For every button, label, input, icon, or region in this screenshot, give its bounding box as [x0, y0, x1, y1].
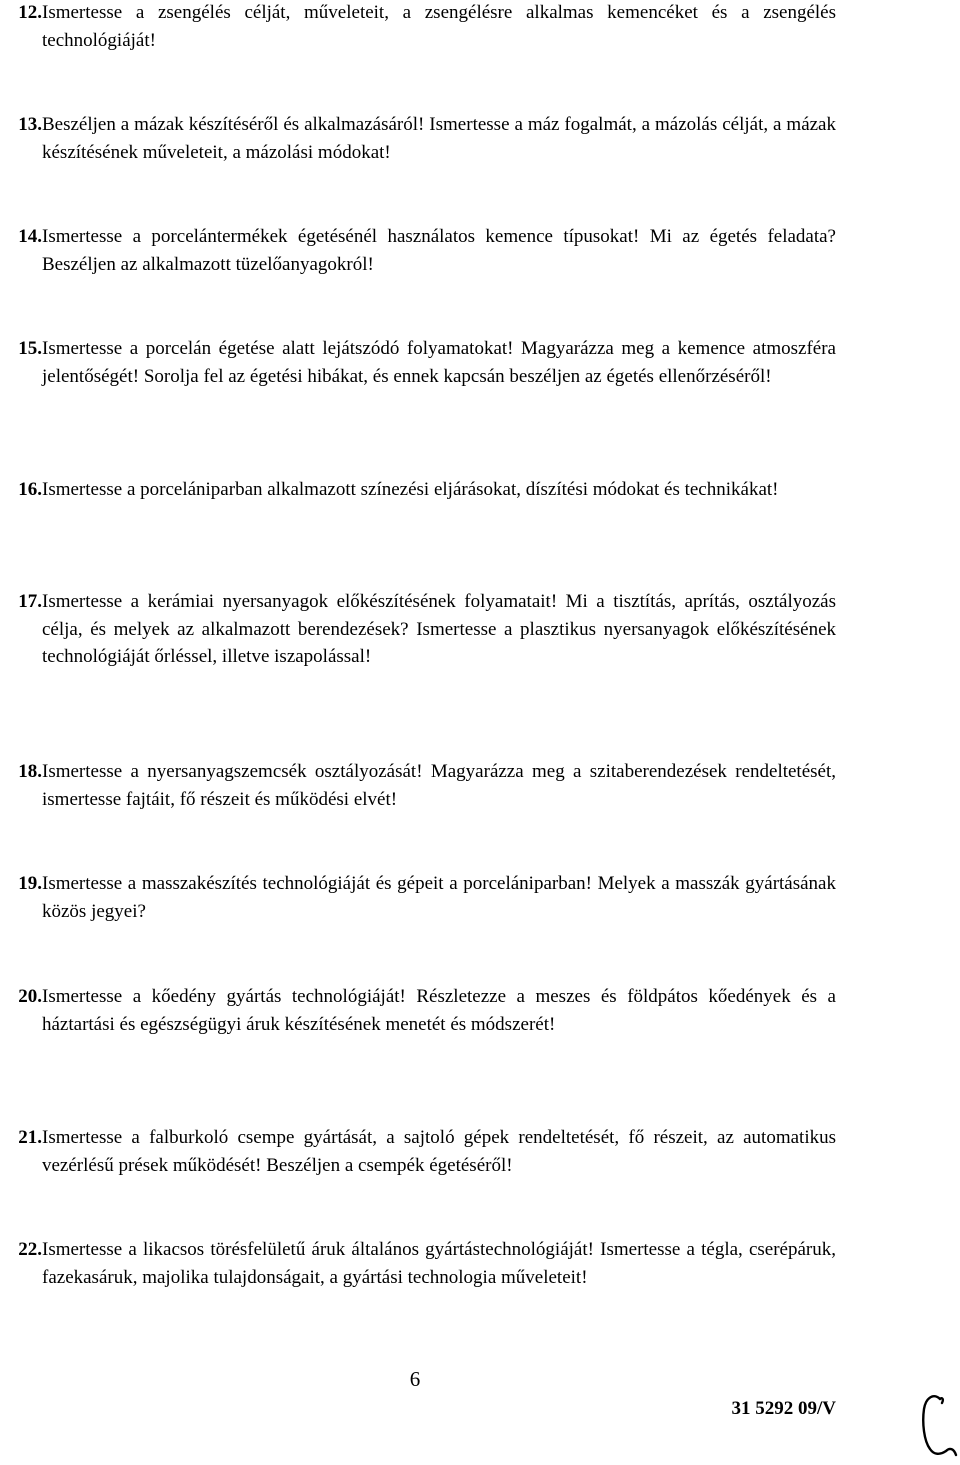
question-number: 18.	[18, 761, 42, 782]
question-number: 16.	[18, 479, 42, 500]
question-21	[6, 1124, 836, 1179]
page-number: 6	[409, 1367, 421, 1391]
question-number: 17.	[18, 591, 42, 612]
question-number: 19.	[18, 873, 42, 894]
question-text: Ismertesse a falburkoló csempe gyártását, a sajtoló gépek rendeltetését, fő részeit, az automatikus vezérlésű prések működését! Beszéljen a csempék égetéséről!	[42, 1127, 836, 1176]
question-number: 15.	[18, 338, 42, 359]
question-18	[6, 758, 836, 813]
question-text: Ismertesse a kőedény gyártás technológiáját! Részletezze a meszes és földpátos kőedények és a háztartási és egészségügyi áruk készítésének menetét és módszerét!	[42, 986, 836, 1035]
question-number: 21.	[18, 1127, 42, 1148]
question-number: 12.	[18, 2, 42, 23]
question-20	[6, 983, 836, 1038]
question-text: Ismertesse a porcelán égetése alatt lejátszódó folyamatokat! Magyarázza meg a kemence atmoszféra jelentőségét! Sorolja fel az égetési hibákat, és ennek kapcsán beszéljen az égetés ellenőrzéséről!	[42, 338, 836, 387]
question-number: 20.	[18, 986, 42, 1007]
question-17	[6, 588, 836, 671]
question-number: 13.	[18, 114, 42, 135]
question-19	[6, 870, 836, 925]
question-text: Ismertesse a masszakészítés technológiáját és gépeit a porcelániparban! Melyek a masszák gyártásának közös jegyei?	[42, 873, 836, 922]
question-text: Ismertesse a kerámiai nyersanyagok előkészítésének folyamatait! Mi a tisztítás, aprítás, osztályozás célja, és melyek az alkalmazott berendezések? Ismertesse a plasztikus nyersanyagok előkészítésének technológiáját őrléssel, illetve iszapolással!	[42, 591, 836, 668]
signature-mark	[910, 1385, 960, 1465]
question-13	[6, 111, 836, 166]
question-text: Ismertesse a porcelántermékek égetésénél használatos kemence típusokat! Mi az égetés feladata? Beszéljen az alkalmazott tüzelőanyagokról!	[42, 226, 836, 275]
question-number: 22.	[18, 1239, 42, 1260]
document-code: 31 5292 09/V	[731, 1398, 836, 1419]
question-16	[6, 476, 836, 504]
question-text: Ismertesse a porcelániparban alkalmazott színezési eljárásokat, díszítési módokat és technikákat!	[42, 479, 779, 500]
question-text: Ismertesse a nyersanyagszemcsék osztályozását! Magyarázza meg a szitaberendezések rendeltetését, ismertesse fajtáit, fő részeit és működési elvét!	[42, 761, 836, 810]
question-22	[6, 1236, 836, 1291]
question-15	[6, 335, 836, 390]
question-text: Ismertesse a zsengélés célját, műveleteit, a zsengélésre alkalmas kemencéket és a zsengélés technológiáját!	[42, 2, 836, 51]
question-text: Ismertesse a likacsos törésfelületű áruk általános gyártástechnológiáját! Ismertesse a tégla, cserépáruk, fazekasáruk, majolika tulajdonságait, a gyártási technologia műveleteit!	[42, 1239, 836, 1288]
question-number: 14.	[18, 226, 42, 247]
question-text: Beszéljen a mázak készítéséről és alkalmazásáról! Ismertesse a máz fogalmát, a mázolás célját, a mázak készítésének műveleteit, a mázolási módokat!	[42, 114, 836, 163]
question-12	[6, 0, 836, 54]
question-14	[6, 223, 836, 278]
